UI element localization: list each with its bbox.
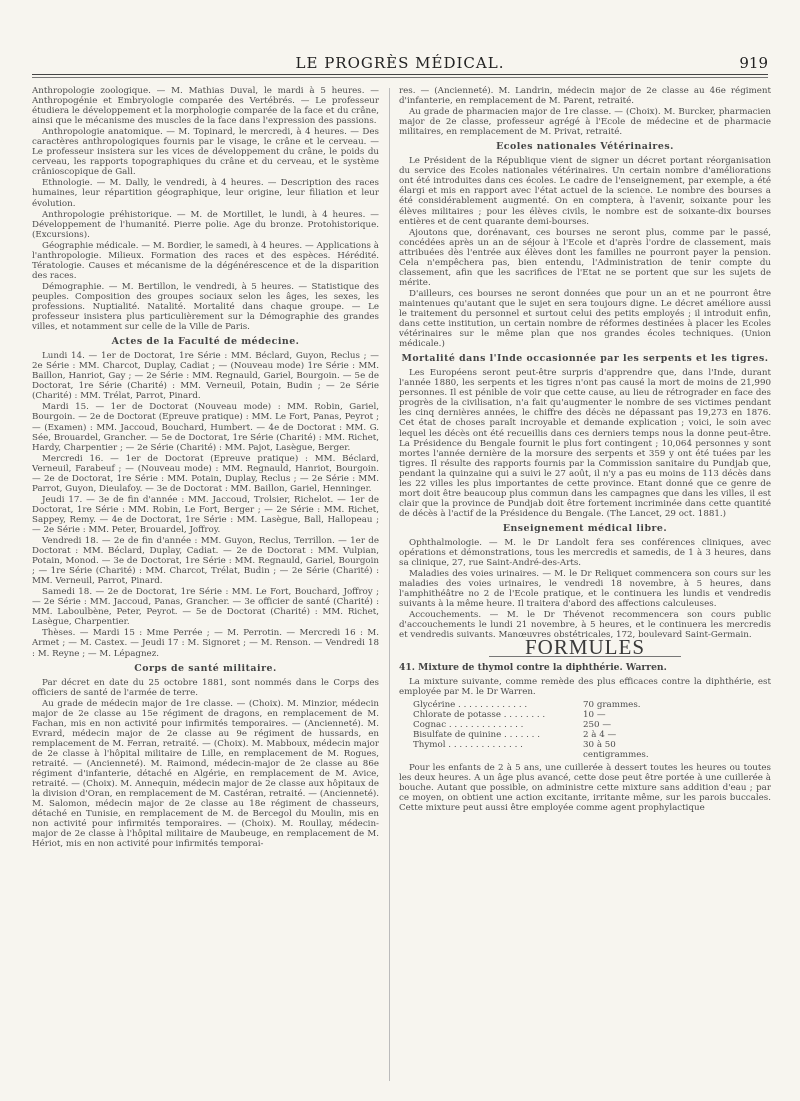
ingredient-row: [413, 710, 683, 720]
paragraph: La mixture suivante, comme remède des plus efficaces contre la diphthérie, est employée par M. le Dr Warren.: [399, 676, 771, 697]
left-column: [32, 86, 379, 1085]
paragraph: Au grade de médecin major de 1re classe. — (Choix). M. Minzior, médecin major de 2e classe au 15e régiment de dragons, en remplacement de M. Fachan, mis en non activité pour infirmités temporaires. — (Ancienneté). M. Evrard, médecin major de 2e classe au 9e régiment de hussards, en remplacement de M. Ferran, retraité. — (Choix). M. Mabboux, médecin major de 2e classe à l'hôpital militaire de Lille, en remplacement de M. Rogues, retraité. — (Ancienneté). M. Raimond, médecin-major de 2e classe au 86e régiment d'infanterie, détaché en Algérie, en remplacement de M. Avice, retraité. — (Choix). M. Annequin, médecin major de 2e classe aux hôpitaux de la division d'Oran, en remplacement de M. Castéran, retraité. — (Ancienneté). M. Salomon, médecin major de 2e classe au 18e régiment de chasseurs, détaché en Tunisie, en remplacement de M. de Bercegol du Moulin, mis en non activité pour infirmités temporaires. — (Choix). M. Roullay, médecin-major de 2e classe à l'hôpital militaire de Maubeuge, en remplacement de M. Hériot, mis en non activité pour infirmités temporai-: [32, 698, 379, 850]
ingredient-row: [413, 740, 683, 760]
paragraph: Vendredi 18. — 2e de fin d'année : MM. Guyon, Reclus, Terrillon. — 1er de Doctorat : MM. Béclard, Duplay, Cadiat. — 2e de Doctorat : MM. Vulpian, Potain, Monod. — 3e de Doctorat, 1re Série : MM. Regnauld, Gariel, Bourgoin ; — 1re Série (Charité) : MM. Charcot, Trélat, Budin ; — 2e Série (Charité) : MM. Verneuil, Parrot, Pinard.: [32, 536, 379, 587]
paragraph: res. — (Ancienneté). M. Landrin, médecin major de 2e classe au 46e régiment d'infanterie, en remplacement de M. Parent, retraité.: [399, 86, 771, 107]
paragraph: Samedi 18. — 2e de Doctorat, 1re Série : MM. Le Fort, Bouchard, Joffroy ; — 2e Série : MM. Jaccoud, Panas, Grancher. — 3e officier de santé (Charité) : MM. Laboulbène, Peter, Peyrot. — 5e de Doctorat (Charité) : MM. Richet, Lasègue, Charpentier.: [32, 587, 379, 628]
ingredient-quantity: 2 à 4 —: [583, 729, 617, 740]
ingredient-quantity: 10 —: [583, 709, 606, 720]
ingredient-name: Glycérine . . . . . . . . . . . . .: [413, 699, 528, 710]
ingredient-row: [413, 700, 683, 710]
section-title-formules: FORMULES: [524, 635, 646, 660]
ingredient-name: Cognac . . . . . . . . . . . . . .: [413, 719, 524, 730]
formule-title: 41. Mixture de thymol contre la diphthérie. Warren.: [399, 662, 667, 674]
paragraph: Pour les enfants de 2 à 5 ans, une cuillerée à dessert toutes les heures ou toutes les deux heures. A un âge plus avancé, cette dose peut être portée à une cuillerée à bouche. Autant que possible, on administre cette mixture sans addition d'eau ; par ce moyen, on obtient une action excitante, irritante même, sur les parois buccales. Cette mixture peut aussi être employée comme agent prophylactique: [399, 762, 771, 814]
section-title-actes: Actes de la Faculté de médecine.: [111, 336, 300, 348]
paragraph: Géographie médicale. — M. Bordier, le samedi, à 4 heures. — Applications à l'anthropologie. Milieux. Formation des races et des espèces. Hérédité. Tératologie. Causes et mécanisme de la dégénérescence et de la disparition des races.: [32, 240, 379, 281]
column-divider: [389, 88, 390, 1081]
paragraph: Anthropologie zoologique. — M. Mathias Duval, le mardi à 5 heures. — Anthropogénie et Embryologie comparée des Vertébrés. — Le professeur étudiera le développement et la morphologie comparée de la face et du crâne, ainsi que le mécanisme des muscles de la face dans l'expression des passions.: [32, 86, 379, 127]
page-header: [32, 50, 768, 76]
right-column: [399, 86, 771, 1085]
formula-ingredients: [413, 700, 771, 760]
page-number: 919: [739, 54, 768, 72]
ingredient-quantity: 70 grammes.: [583, 699, 641, 710]
section-title-enseignement: Enseignement médical libre.: [502, 522, 668, 534]
paragraph: Anthropologie préhistorique. — M. de Mortillet, le lundi, à 4 heures. — Développement de l'humanité. Pierre polie. Age du bronze. Protohistorique. (Excursions).: [32, 209, 379, 240]
paragraph: Par décret en date du 25 octobre 1881, sont nommés dans le Corps des officiers de santé de l'armée de terre.: [32, 677, 379, 698]
paragraph: Lundi 14. — 1er de Doctorat, 1re Série : MM. Béclard, Guyon, Reclus ; — 2e Série : MM. Charcot, Duplay, Cadiat ; — (Nouveau mode) 1re Série : MM. Baillon, Hanriot, Gay ; — 2e Série : MM. Regnauld, Gariel, Bourgoin. — 5e de Doctorat, 1re Série (Charité) : MM. Verneuil, Potain, Budin ; — 2e Série (Charité) : MM. Trélat, Parrot, Pinard.: [32, 351, 379, 402]
journal-title: LE PROGRÈS MÉDICAL.: [295, 54, 505, 72]
header-rule-secondary: [32, 77, 768, 78]
ingredient-quantity: 250 —: [583, 719, 612, 730]
paragraph: Jeudi 17. — 3e de fin d'année : MM. Jaccoud, Trolsier, Richelot. — 1er de Doctorat, 1re Série : MM. Robin, Le Fort, Berger ; — 2e Série : MM. Richet, Sappey, Remy. — 4e de Doctorat, 1re Série : MM. Lasègue, Ball, Hallopeau ; — 2e Série : MM. Peter, Brouardel, Joffroy.: [32, 494, 379, 535]
paragraph: Mardi 15. — 1er de Doctorat (Nouveau mode) : MM. Robin, Gariel, Bourgoin. — 2e de Doctorat (Epreuve pratique) : MM. Le Fort, Panas, Peyrot ; — (Examen) : MM. Jaccoud, Bouchard, Humbert. — 4e de Doctorat : MM. G. Sée, Brouardel, Grancher. — 5e de Doctorat, 1re Série (Charité) : MM. Richet, Hardy, Charpentier ; — 2e Série (Charité) : MM. Pajot, Lasègue, Berger.: [32, 402, 379, 453]
ingredient-name: Chlorate de potasse . . . . . . . .: [413, 709, 546, 720]
paragraph: Au grade de pharmacien major de 1re classe. — (Choix). M. Burcker, pharmacien major de 2e classe, professeur agrégé à l'Ecole de médecine et de pharmacie militaires, en remplacement de M. Privat, retraité.: [399, 107, 771, 138]
ingredient-name: Thymol . . . . . . . . . . . . . .: [413, 739, 523, 750]
paragraph: Ethnologie. — M. Dally, le vendredi, à 4 heures. — Description des races humaines, leur répartition géographique, leur origine, leur filiation et leur évolution.: [32, 178, 379, 209]
paragraph: Thèses. — Mardi 15 : Mme Perrée ; — M. Perrotin. — Mercredi 16 : M. Armet ; — M. Castex. — Jeudi 17 : M. Signoret ; — M. Renson. — Vendredi 18 : M. Reyne ; — M. Lépagnez.: [32, 628, 379, 659]
paragraph: D'ailleurs, ces bourses ne seront données que pour un an et ne pourront être maintenues qu'autant que le sujet en sera toujours digne. Le décret améliore aussi le traitement du personnel et surtout celui des petits employés ; il introduit enfin, dans cette institution, un certain nombre de réformes destinées à placer les Ecoles vétérinaires sur le même plan que nos grandes écoles techniques. (Union médicale.): [399, 288, 771, 350]
paragraph: Ophthalmologie. — M. le Dr Landolt fera ses conférences cliniques, avec opérations et démonstrations, tous les mercredis et samedis, de 1 à 3 heures, dans sa clinique, 27, rue Saint-André-des-Arts.: [399, 537, 771, 569]
section-title-corps: Corps de santé militaire.: [134, 662, 277, 674]
paragraph: Anthropologie anatomique. — M. Topinard, le mercredi, à 4 heures. — Des caractères anthropologiques fournis par le visage, le crâne et le cerveau. — Le professeur insistera sur les vices de développement du crâne, le poids du cerveau, les rapports topographiques du crâne et du cerveau, et le système crânioscopique de Gall.: [32, 127, 379, 178]
section-title-ecoles: Ecoles nationales Vétérinaires.: [496, 141, 674, 153]
paragraph: Mercredi 16. — 1er de Doctorat (Epreuve pratique) : MM. Béclard, Verneuil, Farabeuf ; — (Nouveau mode) : MM. Regnauld, Hanriot, Bourgoin. — 2e de Doctorat, 1re Série : MM. Potain, Duplay, Reclus ; — 2e Série : MM. Parrot, Guyon, Dieulafoy. — 3e de Doctorat : MM. Baillon, Gariel, Henninger.: [32, 453, 379, 494]
paragraph: Les Européens seront peut-être surpris d'apprendre que, dans l'Inde, durant l'année 1880, les serpents et les tigres n'ont pas causé la mort de moins de 21,990 personnes. Il est pénible de voir que cette cause, au lieu de rétrograder en face des progrès de la civilisation, n'a fait qu'augmenter le nombre de ses victimes pendant les cinq dernières années, le chiffre des décès ne dépassant pas 19,273 en 1876. Cet état de choses paraît incroyable et demande explication ; voici, le soin avec lequel les décès ont été recueillis dans ces derniers temps nous la donne peut-être. La Présidence du Bengale fournit le plus fort contingent ; 10,064 personnes y sont mortes l'année dernière de la morsure des serpents et 359 y ont été tuées par les tigres. Il résulte des rapports fournis par la Commission sanitaire du Pundjab que, pendant la quinzaine qui a suivi le 27 août, il n'y a pas eu moins de 113 décès dans les 22 villes les plus importantes de cette province. Etant donné que ce genre de mort doit être beaucoup plus commun dans les campagnes que dans les villes, il est clair que la province de Pundjab doit être fortement incriminée dans cette quantité de décès à l'actif de la Présidence du Bengale. (The Lancet, 29 oct. 1881.): [399, 368, 771, 519]
ingredient-quantity: 30 à 50 centigrammes.: [583, 739, 649, 760]
header-rule: [32, 74, 768, 75]
paragraph: Accouchements. — M. le Dr Thévenot recommencera son cours public d'accouchements le lundi 21 novembre, à 5 heures, et le continuera les mercredis et vendredis suivants. Manœuvres obstétricales, 172, boulevard Saint-Germain.: [399, 610, 771, 641]
paragraph: Démographie. — M. Bertillon, le vendredi, à 5 heures. — Statistique des peuples. Composition des groupes sociaux selon les âges, les sexes, les professions. Nuptialité. Natalité. Mortalité dans chaque groupe. — Le professeur insistera plus particulièrement sur la Démographie des grandes villes, et notamment sur celle de la Ville de Paris.: [32, 281, 379, 333]
paragraph: Maladies des voies urinaires. — M. le Dr Reliquet commencera son cours sur les maladies des voies urinaires, le vendredi 18 novembre, à 5 heures, dans l'amphithéâtre no 2 de l'Ecole pratique, et le continuera les lundis et vendredis suivants à la même heure. Il traitera d'abord des affections calculeuses.: [399, 569, 771, 610]
ingredient-row: [413, 720, 683, 730]
section-title-mortalite: Mortalité dans l'Inde occasionnée par les serpents et les tigres.: [401, 353, 769, 365]
ingredient-name: Bisulfate de quinine . . . . . . .: [413, 729, 540, 740]
ingredient-row: [413, 730, 683, 740]
paragraph: Ajoutons que, dorénavant, ces bourses ne seront plus, comme par le passé, concédées après un an de séjour à l'Ecole et d'après l'ordre de classement, mais attribuées dès l'entrée aux élèves dont les familles ne pourront payer la pension. Cela n'empêchera pas, bien entendu, l'Administration de tenir compte du classement, afin que les sacrifices de l'Etat ne se portent que sur les sujets de mérite.: [399, 227, 771, 288]
paragraph: Le Président de la République vient de signer un décret portant réorganisation du service des Ecoles nationales vétérinaires. Un certain nombre d'améliorations ont été introduites dans ces écoles. Le cadre de l'enseignement, par exemple, a été élargi et mis en rapport avec l'état actuel de la science. Le nombre des bourses a été considérablement augmenté. On en comptera, à l'avenir, soixante pour les élèves militaires ; pour les élèves civils, le nombre est de soixante-dix bourses entières et de cent quarante demi-bourses.: [399, 156, 771, 227]
